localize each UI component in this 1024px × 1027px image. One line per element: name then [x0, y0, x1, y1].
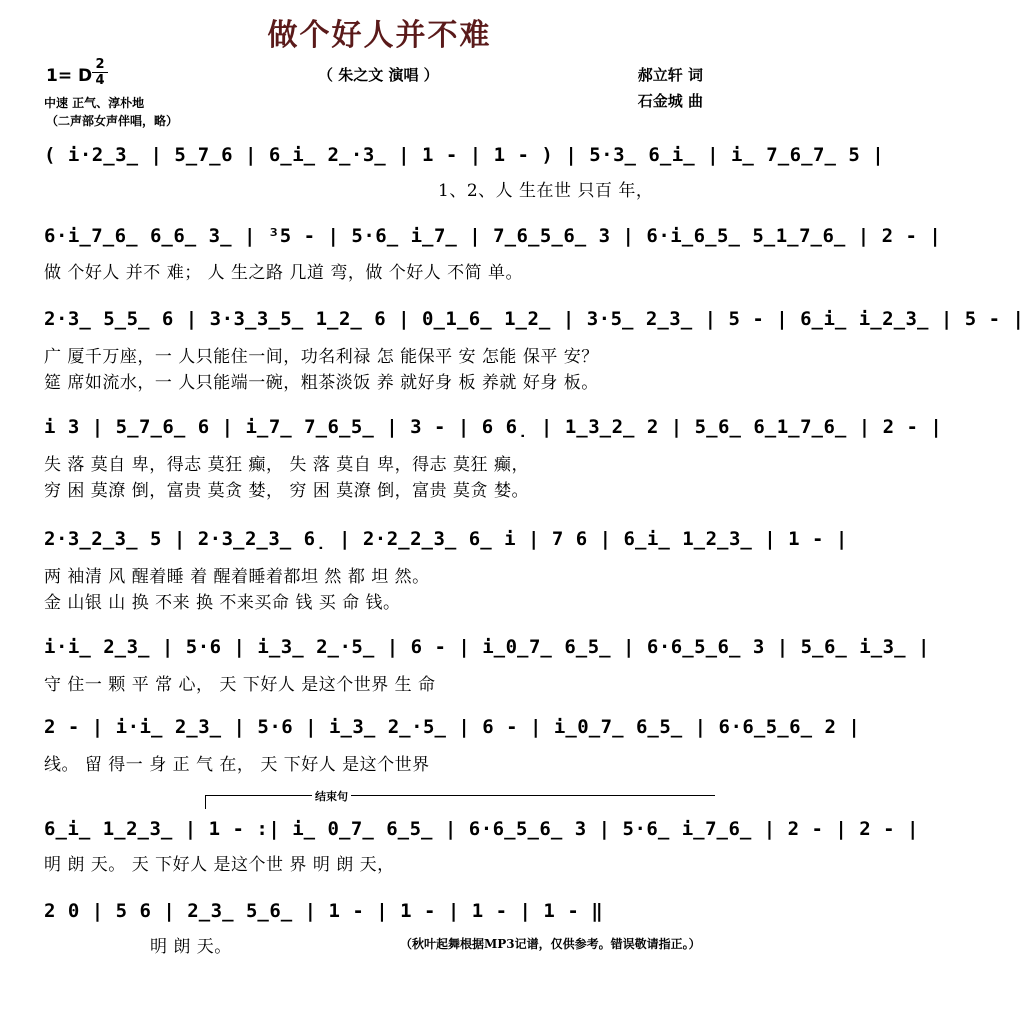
notation-line: ( i·2̲3̲ | 5̲7̲6 | 6̲i̲ 2̲·3̲ | 1 - | 1 - ) | 5·3̲ 6̲i̲ | i̲ 7̲6̲7̲ 5 | [44, 144, 885, 166]
meter-bottom: 4 [95, 73, 105, 88]
composer: 石金城 曲 [637, 92, 703, 110]
time-signature [92, 58, 108, 87]
lyric-line: 守 住一 颗 平 常 心， 天 下好人 是这个世界 生 命 [44, 675, 436, 695]
lyric-line: 两 袖清 风 醒着睡 着 醒着睡着都坦 然 都 坦 然。 [44, 567, 430, 587]
lyric-line: 明 朗 天。 [150, 937, 232, 957]
lyric-line: 穷 困 莫潦 倒，富贵 莫贪 婪， 穷 困 莫潦 倒，富贵 莫贪 婪。 [44, 481, 529, 501]
lyric-line: 线。 留 得一 身 正 气 在， 天 下好人 是这个世界 [44, 755, 430, 775]
lyric-line: 做 个好人 并不 难； 人 生之路 几道 弯，做 个好人 不简 单。 [44, 263, 524, 283]
performance-note: （二声部女声伴唱，略） [46, 114, 179, 128]
lyric-line: 筵 席如流水，一 人只能端一碗，粗茶淡饭 养 就好身 板 养就 好身 板。 [44, 373, 599, 393]
notation-line: 2·3̲2̲3̲ 5 | 2·3̲2̲3̲ 6̣ | 2·2̲2̲3̲ 6̲ i | 7 6 | 6̲i̲ 1̲2̲3̲ | 1 - | [44, 528, 848, 550]
notation-line: i·i̲ 2̲3̲ | 5·6 | i̲3̲ 2̲·5̲ | 6 - | i̲0̲7̲ 6̲5̲ | 6·6̲5̲6̲ 3 | 5̲6̲ i̲3̲ | [44, 636, 930, 658]
transcriber-note: （秋叶起舞根据MP3记谱，仅供参考。错误敬请指正。） [400, 937, 701, 951]
ending-label: 结束句 [312, 788, 351, 804]
lyric-line: 明 朗 天。 天 下好人 是这个世 界 明 朗 天， [44, 855, 395, 875]
song-title: 做个好人并不难 [267, 18, 492, 53]
key-signature: 1= D [46, 66, 93, 86]
lyric-line: 广 厦千万座，一 人只能住一间，功名利禄 怎 能保平 安 怎能 保平 安？ [44, 347, 599, 367]
notation-line: 2·3̲ 5̲5̲ 6 | 3·3̲3̲5̲ 1̲2̲ 6 | 0̲1̲6̲ 1̲2̲ | 3·5̲ 2̲3̲ | 5 - | 6̲i̲ i̲2̲3̲ | 5 - | [44, 308, 1024, 330]
notation-line: 6̲i̲ 1̲2̲3̲ | 1 - :| i̲ 0̲7̲ 6̲5̲ | 6·6̲5̲6̲ 3 | 5·6̲ i̲7̲6̲ | 2 - | 2 - | [44, 818, 919, 840]
ending-bracket-tick [205, 795, 206, 809]
performer: （ 朱之文 演唱 ） [318, 66, 439, 84]
notation-line: 2 - | i·i̲ 2̲3̲ | 5·6 | i̲3̲ 2̲·5̲ | 6 - | i̲0̲7̲ 6̲5̲ | 6·6̲5̲6̲ 2 | [44, 716, 861, 738]
ending-bracket [205, 795, 715, 796]
lyricist: 郝立轩 词 [637, 66, 703, 84]
meter-top: 2 [95, 57, 105, 72]
lyric-line: 金 山银 山 换 不来 换 不来买命 钱 买 命 钱。 [44, 593, 401, 613]
lyric-line: 失 落 莫自 卑，得志 莫狂 癫， 失 落 莫自 卑，得志 莫狂 癫， [44, 455, 529, 475]
notation-line: 2 0 | 5 6 | 2̲3̲ 5̲6̲ | 1 - | 1 - | 1 - | 1 - ‖ [44, 900, 604, 922]
lyric-line: 1、2、人 生在世 只百 年， [438, 181, 654, 201]
notation-line: i 3 | 5̲7̲6̲ 6 | i̲7̲ 7̲6̲5̲ | 3 - | 6 6̣ | 1̲3̲2̲ 2 | 5̲6̲ 6̲1̲7̲6̲ | 2 - | [44, 416, 943, 438]
tempo-marking: 中速 正气、淳朴地 [44, 96, 145, 110]
notation-line: 6·i̲7̲6̲ 6̲6̲ 3̲ | ³5 - | 5·6̲ i̲7̲ | 7̲6̲5̲6̲ 3 | 6·i̲6̲5̲ 5̲1̲7̲6̲ | 2 - | [44, 225, 942, 247]
